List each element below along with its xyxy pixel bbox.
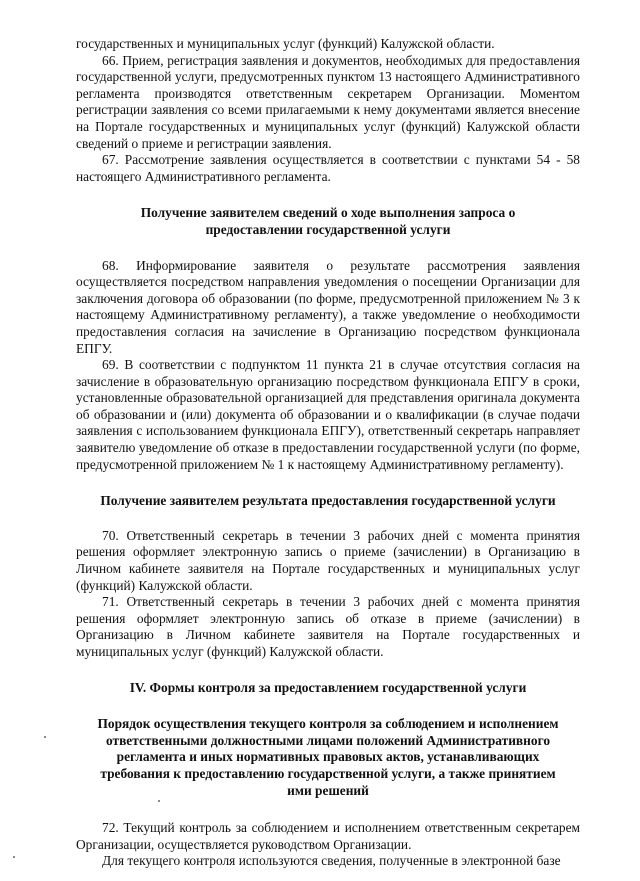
paragraph-67: 67. Рассмотрение заявления осуществляется в соответствии с пунктами 54 - 58 настоящего Административного регламента.	[76, 152, 580, 184]
paragraph-71: 71. Ответственный секретарь в течении 3 рабочих дней с момента принятия решения оформляет электронную запись об отказе в приеме (зачислении) в Организацию в Личном кабинете заявителя на Портале государственных и муниципальных услуг (функций) Калужской области.	[76, 594, 580, 659]
heading-line: ответственными должностными лицами положений Административного	[105, 732, 551, 748]
heading-line: ими решений	[287, 782, 369, 798]
heading-line: регламента и иных нормативных правовых актов, устанавливающих	[116, 749, 540, 765]
document-body	[76, 36, 580, 870]
paragraph-66: 66. Прием, регистрация заявления и документов, необходимых для предоставления государственной услуги, предусмотренных пунктом 13 настоящего Административного регламента производятся ответственным секретарем Организации. Моментом регистрации заявления со всеми прилагаемыми к нему документами является внесение на Портале государственных и муниципальных услуг (функций) Калужской области сведений о приеме и регистрации заявления.	[76, 52, 580, 151]
scan-speck	[158, 800, 160, 802]
heading-line: предоставлении государственной услуги	[205, 221, 451, 237]
section-heading-iv: IV. Формы контроля за предоставлением государственной услуги	[129, 679, 527, 695]
heading-line: Порядок осуществления текущего контроля за соблюдением и исполнением	[97, 716, 559, 732]
paragraph-73: Для текущего контроля используются сведения, полученные в электронной базе	[102, 853, 561, 869]
heading-current-control	[76, 716, 580, 799]
heading-line: Получение заявителем сведений о ходе выполнения запроса о	[140, 205, 516, 221]
heading-service-result: Получение заявителем результата предоставления государственной услуги	[100, 493, 556, 509]
paragraph-continuation: государственных и муниципальных услуг (функций) Калужской области.	[76, 36, 495, 51]
scan-speck	[13, 856, 15, 858]
paragraph-69: 69. В соответствии с подпунктом 11 пункта 21 в случае отсутствия согласия на зачисление в образовательную организацию посредством функционала ЕПГУ в сроки, установленные образовательной организацией для представления оригинала документа об образовании и (или) документа об образовании и о квалификации (в случае подачи заявления с использованием функционала ЕПГУ), ответственный секретарь направляет заявителю уведомление об отказе в предоставлении государственной услуги (по форме, предусмотренной приложением № 1 к настоящему Административному регламенту).	[76, 357, 580, 472]
scan-speck	[44, 736, 46, 738]
paragraph-68: 68. Информирование заявителя о результате рассмотрения заявления осуществляется посредством направления уведомления о посещении Организации для заключения договора об образовании (по форме, предусмотренной приложением № 3 к настоящему Административному регламенту), а также уведомление о необходимости предоставления согласия на зачисление в Организацию посредством функционала ЕПГУ.	[76, 257, 580, 356]
paragraph-70: 70. Ответственный секретарь в течении 3 рабочих дней с момента принятия решения оформляет электронную запись о приеме (зачислении) в Организацию в Личном кабинете заявителя на Портале государственных и муниципальных услуг (функций) Калужской области.	[76, 527, 580, 593]
heading-request-progress	[76, 205, 580, 238]
heading-line: требования к предоставлению государственной услуги, а также принятием	[100, 765, 556, 781]
paragraph-72: 72. Текущий контроль за соблюдением и исполнением ответственным секретарем Организации, осуществляется руководством Организации.	[76, 820, 580, 852]
